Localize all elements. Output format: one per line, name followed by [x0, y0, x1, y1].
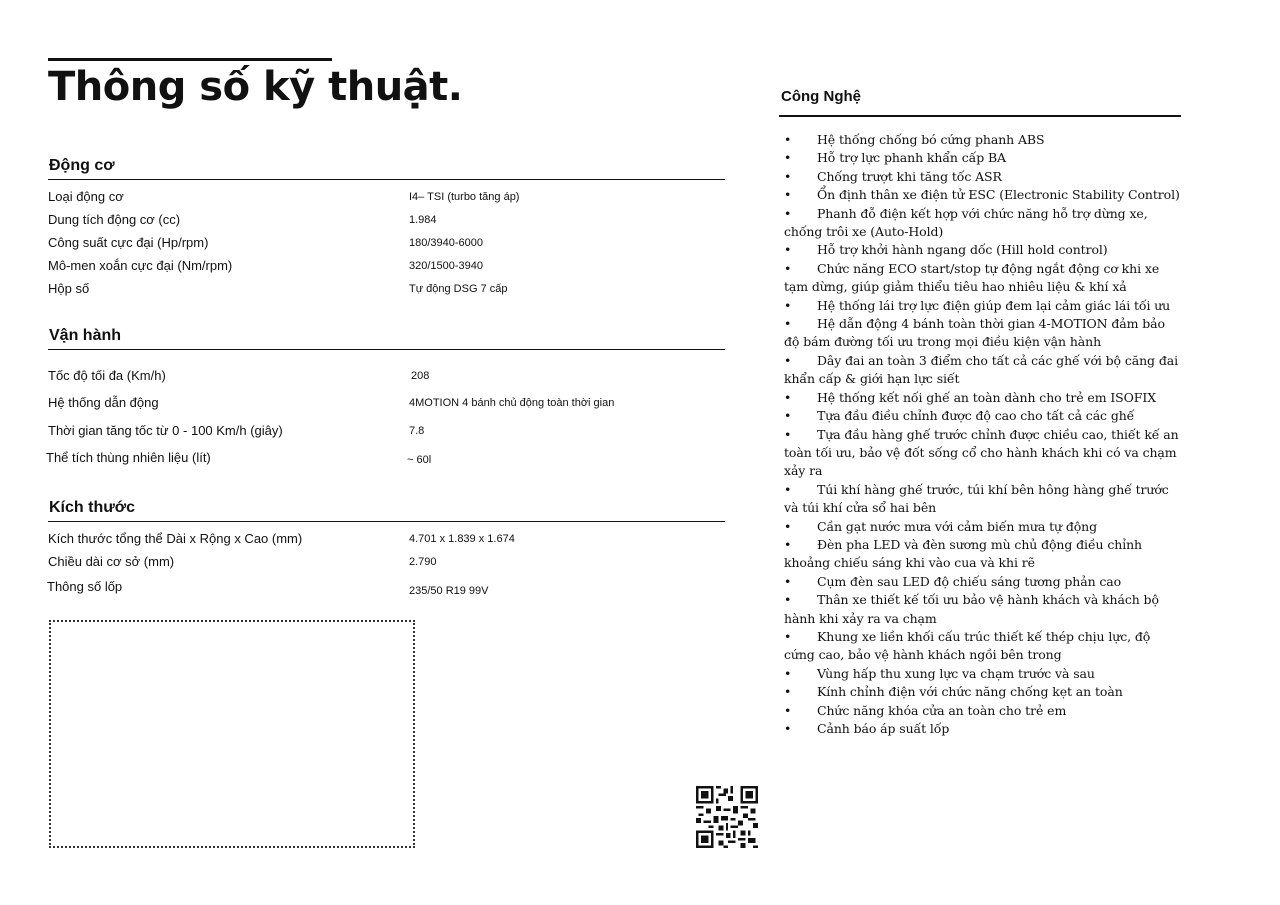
- bullet-icon: •: [784, 518, 792, 534]
- spec-label: Kích thước tổng thể Dài x Rộng x Cao (mm): [48, 531, 303, 546]
- bullet-icon: •: [784, 702, 792, 718]
- image-placeholder: [49, 620, 415, 848]
- technology-item: [779, 260, 1181, 297]
- technology-item: [779, 702, 1181, 720]
- technology-item-text: Tựa đầu điều chỉnh được độ cao cho tất cả các ghế: [817, 408, 1135, 424]
- spec-label: Mô-men xoắn cực đại (Nm/rpm): [48, 258, 233, 273]
- technology-item-text: Thân xe thiết kế tối ưu bảo vệ hành khách và khách bộ hành khi xảy ra va chạm: [784, 592, 1159, 626]
- spec-label: Dung tích động cơ (cc): [48, 212, 181, 227]
- technology-item: [779, 481, 1181, 518]
- bullet-icon: •: [784, 408, 792, 424]
- qr-code-icon: [696, 786, 758, 848]
- technology-item-text: Kính chỉnh điện với chức năng chống kẹt an toàn: [817, 684, 1123, 700]
- technology-item: [779, 205, 1181, 242]
- spec-row: [48, 531, 725, 551]
- spec-label: Thời gian tăng tốc từ 0 - 100 Km/h (giây): [48, 423, 283, 438]
- title-rule: [48, 58, 332, 61]
- technology-item-text: Hệ thống lái trợ lực điện giúp đem lại cảm giác lái tối ưu: [817, 297, 1171, 313]
- technology-item: [779, 389, 1181, 407]
- bullet-icon: •: [784, 352, 792, 368]
- technology-item-text: Đèn pha LED và đèn sương mù chủ động điều chỉnh khoảng chiếu sáng khi vào cua và khi rẽ: [784, 536, 1143, 571]
- section-dimensions: [47, 499, 725, 597]
- spec-row: [48, 189, 725, 209]
- technology-item: [779, 297, 1181, 315]
- spec-value: 2.790: [409, 556, 437, 568]
- technology-item-text: Chức năng ECO start/stop tự động ngắt động cơ khi xe tạm dừng, giúp giảm thiểu tiêu hao nhiêu liệu & khí xả: [784, 260, 1160, 295]
- technology-item-text: Ổn định thân xe điện tử ESC (Electronic Stability Control): [817, 187, 1180, 203]
- spec-label: Loại động cơ: [48, 189, 124, 204]
- section-heading: Vận hành: [48, 327, 725, 350]
- section-heading: Động cơ: [48, 157, 725, 180]
- spec-row: [46, 450, 723, 470]
- technology-item: [779, 628, 1181, 665]
- technology-item-text: Khung xe liền khối cấu trúc thiết kế thép chịu lực, độ cứng cao, bảo vệ hành khách ngồi bên trong: [784, 628, 1151, 663]
- spec-row: [48, 423, 725, 443]
- bullet-icon: •: [784, 665, 792, 681]
- bullet-icon: •: [784, 389, 792, 405]
- bullet-icon: •: [784, 426, 792, 442]
- bullet-icon: •: [784, 150, 792, 166]
- spec-value: 235/50 R19 99V: [409, 585, 489, 597]
- technology-item-text: Hỗ trợ khởi hành ngang dốc (Hill hold control): [817, 242, 1108, 258]
- technology-item-text: Vùng hấp thu xung lực va chạm trước và sau: [817, 665, 1095, 681]
- section-heading: Kích thước: [48, 499, 725, 522]
- technology-item: [779, 426, 1181, 481]
- spec-row: [48, 235, 725, 255]
- bullet-icon: •: [784, 242, 792, 258]
- technology-item: [779, 131, 1181, 149]
- bullet-icon: •: [784, 168, 792, 184]
- spec-row: [48, 258, 725, 278]
- bullet-icon: •: [784, 297, 792, 313]
- technology-item: [779, 720, 1181, 738]
- technology-item: [779, 352, 1181, 389]
- bullet-icon: •: [784, 684, 792, 700]
- spec-value: ~ 60l: [407, 454, 432, 466]
- spec-value: 320/1500-3940: [409, 260, 484, 272]
- technology-section: [779, 84, 1181, 738]
- technology-item: [779, 186, 1181, 204]
- technology-item: [779, 241, 1181, 259]
- technology-item-text: Hỗ trợ lực phanh khẩn cấp BA: [817, 150, 1006, 166]
- bullet-icon: •: [784, 132, 792, 147]
- technology-item: [779, 315, 1181, 352]
- technology-item: [779, 407, 1181, 425]
- spec-value: Tự động DSG 7 cấp: [409, 283, 508, 295]
- technology-heading: Công Nghệ: [779, 84, 1181, 117]
- technology-item-text: Cần gạt nước mưa với cảm biến mưa tự động: [817, 518, 1098, 534]
- page-title: Thông số kỹ thuật.: [48, 64, 463, 110]
- technology-item: [779, 168, 1181, 186]
- spec-row: [48, 368, 725, 388]
- technology-item: [779, 518, 1181, 536]
- spec-value: 4MOTION 4 bánh chủ động toàn thời gian: [409, 397, 615, 409]
- spec-row: [48, 554, 725, 574]
- bullet-icon: •: [784, 187, 792, 203]
- technology-item-text: Cảnh báo áp suất lốp: [817, 721, 950, 736]
- spec-label: Chiều dài cơ sở (mm): [48, 554, 175, 569]
- spec-label: Thông số lốp: [47, 579, 123, 594]
- technology-list: [779, 131, 1181, 738]
- spec-value: 208: [411, 370, 430, 382]
- spec-row: [47, 579, 724, 599]
- technology-item: [779, 573, 1181, 591]
- spec-label: Hộp số: [48, 281, 90, 296]
- technology-item-text: Túi khí hàng ghế trước, túi khí bên hông hàng ghế trước và túi khí cửa sổ hai bên: [784, 481, 1169, 516]
- spec-label: Công suất cực đại (Hp/rpm): [48, 235, 209, 250]
- technology-item-text: Hệ thống kết nối ghế an toàn dành cho trẻ em ISOFIX: [817, 389, 1156, 405]
- technology-item-text: Hệ thống chống bó cứng phanh ABS: [817, 132, 1045, 147]
- technology-item: [779, 536, 1181, 573]
- bullet-icon: •: [784, 721, 792, 736]
- spec-row: [48, 395, 725, 415]
- technology-item-text: Dây đai an toàn 3 điểm cho tất cả các ghế với bộ căng đai khẩn cấp & giới hạn lực siết: [784, 352, 1178, 387]
- bullet-icon: •: [784, 536, 792, 552]
- spec-value: 7.8: [409, 425, 425, 437]
- technology-item-text: Hệ dẫn động 4 bánh toàn thời gian 4-MOTION đảm bảo độ bám đường tối ưu trong mọi điều kiện vận hành: [784, 316, 1165, 350]
- bullet-icon: •: [784, 260, 792, 276]
- bullet-icon: •: [784, 573, 792, 589]
- section-engine: [48, 157, 725, 296]
- spec-value: 1.984: [409, 214, 437, 226]
- technology-item-text: Tựa đầu hàng ghế trước chỉnh được chiều cao, thiết kế an toàn tối ưu, bảo vệ đốt sống cổ cho hành khách khi có va chạm xảy ra: [784, 426, 1179, 479]
- technology-item-text: Chức năng khóa cửa an toàn cho trẻ em: [817, 702, 1067, 718]
- spec-row: [48, 281, 725, 301]
- spec-label: Tốc độ tối đa (Km/h): [48, 368, 166, 383]
- spec-row: [48, 212, 725, 232]
- spec-value: I4– TSI (turbo tăng áp): [409, 191, 520, 203]
- bullet-icon: •: [784, 205, 792, 221]
- bullet-icon: •: [784, 592, 792, 608]
- technology-item: [779, 149, 1181, 167]
- bullet-icon: •: [784, 628, 792, 644]
- section-performance: [46, 327, 725, 466]
- spec-value: 4.701 x 1.839 x 1.674: [409, 533, 515, 545]
- spec-value: 180/3940-6000: [409, 237, 484, 249]
- technology-item: [779, 591, 1181, 628]
- bullet-icon: •: [784, 481, 792, 497]
- technology-item-text: Chống trượt khi tăng tốc ASR: [817, 168, 1002, 184]
- spec-label: Hệ thống dẫn động: [48, 395, 159, 410]
- technology-item-text: Cụm đèn sau LED độ chiếu sáng tương phản cao: [817, 573, 1122, 589]
- technology-item: [779, 665, 1181, 683]
- spec-label: Thể tích thùng nhiên liệu (lít): [46, 450, 211, 465]
- technology-item: [779, 683, 1181, 701]
- bullet-icon: •: [784, 316, 792, 332]
- technology-item-text: Phanh đỗ điện kết hợp với chức năng hỗ trợ dừng xe, chống trôi xe (Auto-Hold): [784, 205, 1148, 240]
